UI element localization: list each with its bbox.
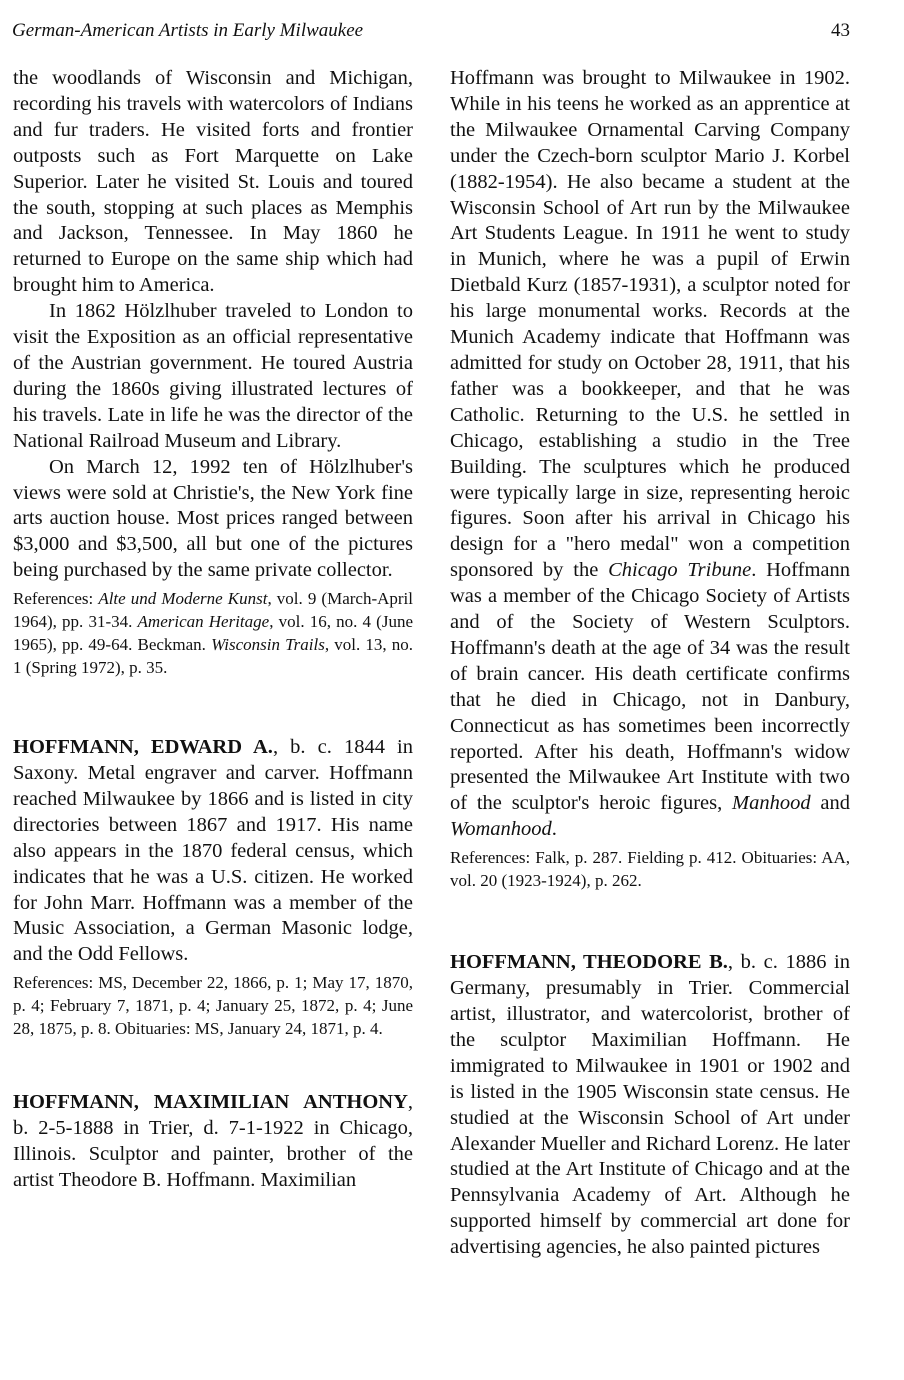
entry-body: , b. 2-5-1888 in Trier, d. 7-1-1922 in Chicago, Illinois. Sculptor and painter, brother of the artist Theodore B. Hoffmann. Maximilian <box>13 1091 413 1191</box>
references-edward: References: MS, December 22, 1866, p. 1; May 17, 1870, p. 4; February 7, 1871, p. 4; January 25, 1872, p. 4; June 28, 1875, p. 8. Obituaries: MS, January 24, 1871, p. 4. <box>13 973 413 1039</box>
refs-title: American Heritage <box>137 612 270 632</box>
refs-title: Wisconsin Trails <box>211 635 325 655</box>
entry-heading: HOFFMANN, THEODORE B. <box>450 951 728 974</box>
refs-text: References: <box>13 589 99 609</box>
entry-heading: HOFFMANN, EDWARD A. <box>13 736 273 759</box>
refs-title: Alte und Moderne Kunst <box>98 589 268 609</box>
running-title: German-American Artists in Early Milwaukee <box>12 20 364 41</box>
body-text: . <box>551 818 557 841</box>
newspaper-title: Chicago Tribune <box>608 559 752 582</box>
entry-body: , b. c. 1886 in Germany, presumably in Trier. Commercial artist, illustrator, and watercolorist, brother of the sculptor Maximilian Hoffmann. He immigrated to Milwaukee in 1901 or 1902 and is listed in the 1905 Wisconsin state census. He studied at the Wisconsin School of Art under Alexander Mueller and Richard Lorenz. He later studied at the Art Institute of Chicago and at the Pennsylvania Academy of Art. Although he supported himself by commercial art done for advertising agencies, he also painted pictures <box>450 951 850 1259</box>
entry-edward-hoffmann <box>13 735 413 968</box>
body-text: Hoffmann was brought to Milwaukee in 1902. While in his teens he worked as an apprentice at the Milwaukee Ornamental Carving Company under the Czech-born sculptor Mario J. Korbel (1882-1954). He also became a student at the Wisconsin School of Art run by the Milwaukee Art Students League. In 1911 he went to study in Munich, where he was a pupil of Erwin Dietbald Kurz (1857-1931), a sculptor noted for his large monumental works. Records at the Munich Academy indicate that Hoffmann was admitted for study on October 28, 1911, that his father was a bookkeeper, and that he was Catholic. Returning to the U.S. he settled in Chicago, establishing a studio in the Tree Building. The sculptures which he produced were typically large in size, representing heroic figures. Soon after his arrival in Chicago his design for a "hero medal" won a competition sponsored by the <box>450 67 850 582</box>
page-number: 43 <box>831 20 850 41</box>
maximilian-continued <box>450 66 850 843</box>
entry-heading: HOFFMANN, MAXIMILIAN ANTHONY <box>13 1091 408 1114</box>
refs-text: , vol. 9 (March-April 1964), pp. 31-34. <box>13 589 413 632</box>
right-column <box>450 66 850 1261</box>
refs-text: , vol. 16, no. 4 (June 1965), pp. 49-64. Beckman. <box>13 612 413 655</box>
body-text: and <box>810 792 850 815</box>
artwork-title: Manhood <box>732 792 811 815</box>
entry-maximilian-hoffmann <box>13 1090 413 1194</box>
paragraph-london: In 1862 Hölzlhuber traveled to London to visit the Exposition as an official representative of the Austrian government. He toured Austria during the 1860s giving illustrated lectures of his travels. Late in life he was the director of the National Railroad Museum and Library. <box>13 300 413 452</box>
entry-body: , b. c. 1844 in Saxony. Metal engraver and carver. Hoffmann reached Milwaukee by 1866 and is listed in city directories between 1867 and 1917. His name also appears in the 1870 federal census, which indicates that he was a U.S. citizen. He worked for John Marr. Hoffmann was a member of the Music Association, a German Masonic lodge, and the Odd Fellows. <box>13 736 413 966</box>
paragraph-christies: On March 12, 1992 ten of Hölzlhuber's views were sold at Christie's, the New York fine arts auction house. Most prices ranged between $3,000 and $3,500, all but one of the pictures being purchased by the same private collector. <box>13 455 413 582</box>
left-column <box>13 66 413 1194</box>
artwork-title: Womanhood <box>450 818 552 841</box>
references-holzlhuber <box>13 587 413 679</box>
references-maximilian: References: Falk, p. 287. Fielding p. 412. Obituaries: AA, vol. 20 (1923-1924), p. 262. <box>450 848 850 891</box>
continued-paragraph: the woodlands of Wisconsin and Michigan, recording his travels with watercolors of Indians and fur traders. He visited forts and frontier outposts such as Fort Marquette on Lake Superior. Later he visited St. Louis and toured the south, stopping at such places as Memphis and Jackson, Tennessee. In May 1860 he returned to Europe on the same ship which had brought him to America. <box>13 67 413 297</box>
entry-theodore-hoffmann <box>450 950 850 1261</box>
body-text: . Hoffmann was a member of the Chicago Society of Artists and of the Society of Western Sculptors. Hoffmann's death at the age of 34 was the result of brain cancer. His death certificate confirms that he died in Chicago, not in Danbury, Connecticut as has sometimes been incorrectly reported. After his death, Hoffmann's widow presented the Milwaukee Art Institute with two of the sculptor's heroic figures, <box>450 559 851 815</box>
refs-text: , vol. 13, no. 1 (Spring 1972), p. 35. <box>13 635 413 678</box>
